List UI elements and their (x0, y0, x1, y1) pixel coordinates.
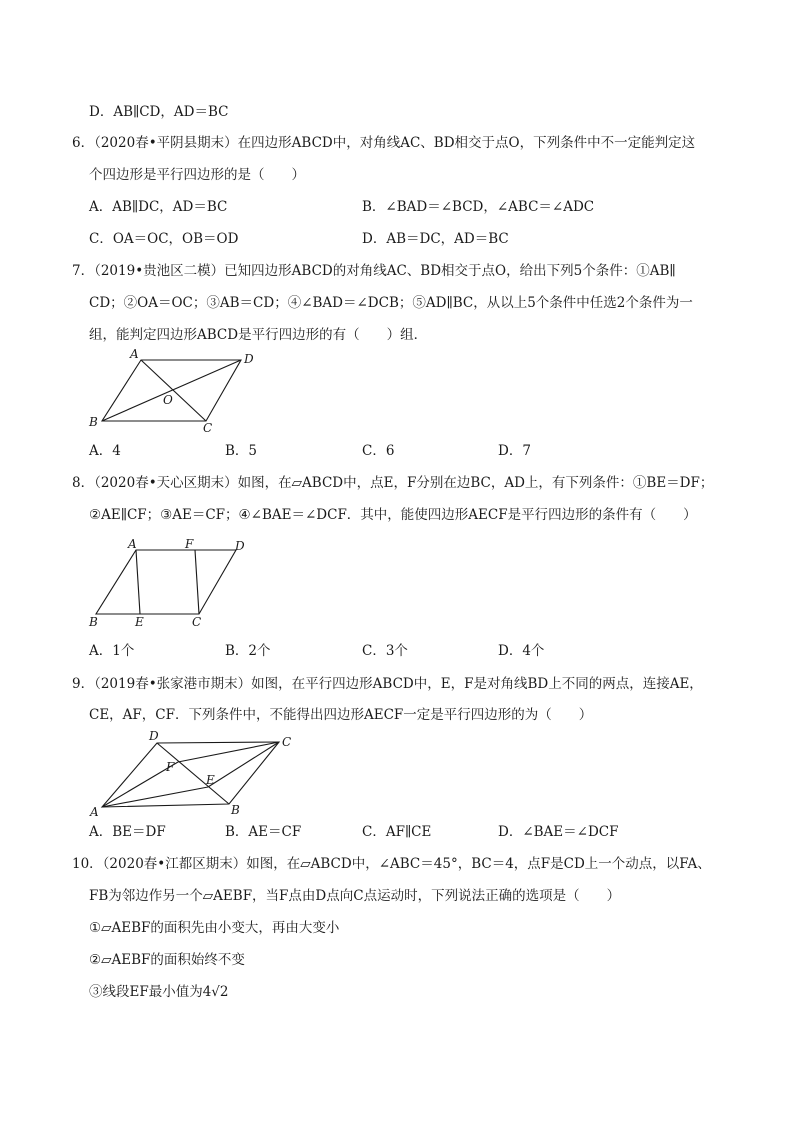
q6-stem-line1: 6．（2020春•平阴县期末）在四边形ABCD中，对角线AC、BD相交于点O，下列条件中不一定能判定这 (72, 135, 696, 151)
q8-label-d: D (235, 539, 245, 553)
q8-label-c: C (192, 615, 202, 629)
q9-label-f: F (166, 760, 175, 774)
q9-parallelogram-outline (102, 742, 279, 807)
q8-option-b: B．2个 (225, 643, 271, 659)
q5-option-d: D．AB∥CD，AD＝BC (89, 104, 229, 120)
q8-segment-ae (136, 550, 140, 614)
q10-statement-1: ①▱AEBF的面积先由小变大，再由大变小 (89, 920, 340, 936)
q7-option-c: C．6 (362, 443, 395, 459)
q7-label-a: A (130, 347, 139, 361)
q8-option-a: A．1个 (89, 643, 135, 659)
q8-parallelogram-outline (96, 550, 236, 614)
q7-label-o: O (163, 393, 173, 407)
q7-label-b: B (89, 415, 98, 429)
q7-diagonal-bd (102, 360, 241, 421)
q9-label-c: C (282, 735, 292, 749)
q7-label-d: D (244, 352, 254, 366)
q8-option-c: C．3个 (362, 643, 408, 659)
q8-label-b: B (89, 615, 98, 629)
q8-parallelogram-figure (84, 536, 264, 632)
q6-option-d: D．AB＝DC，AD＝BC (362, 231, 509, 247)
q9-option-d: D．∠BAE＝∠DCF (498, 824, 619, 840)
q9-option-a: A．BE＝DF (89, 824, 166, 840)
q10-stem-line1: 10．（2020春•江都区期末）如图，在▱ABCD中，∠ABC＝45°，BC＝4，点F是CD上一个动点，以FA、 (72, 856, 711, 872)
q7-stem-line2: CD；②OA＝OC；③AB＝CD；④∠BAD＝∠DCB；⑤AD∥BC，从以上5个条件中任选2个条件为一 (89, 295, 693, 311)
q9-parallelogram-figure (84, 726, 304, 822)
q9-option-c: C．AF∥CE (362, 824, 432, 840)
q9-label-b: B (231, 803, 240, 817)
q10-statement-2: ②▱AEBF的面积始终不变 (89, 952, 245, 968)
q9-stem-line1: 9．（2019春•张家港市期末）如图，在平行四边形ABCD中，E，F是对角线BD上不同的两点，连接AE， (72, 676, 703, 692)
q10-stem-line2: FB为邻边作另一个▱AEBF，当F点由D点向C点运动时，下列说法正确的选项是（ ） (89, 888, 621, 904)
q10-statement-3: ③线段EF最小值为4√2 (89, 984, 229, 1000)
q7-stem-line1: 7．（2019•贵池区二模）已知四边形ABCD的对角线AC、BD相交于点O，给出下列5个条件：①AB∥ (72, 263, 676, 279)
q7-option-a: A．4 (89, 443, 121, 459)
q8-stem-line2: ②AE∥CF；③AE＝CF；④∠BAE＝∠DCF．其中，能使四边形AECF是平行四边形的条件有（ ） (89, 507, 697, 523)
q8-label-a: A (128, 537, 137, 551)
q8-segment-fc (195, 550, 199, 614)
q7-diagonal-ac (141, 360, 206, 421)
q9-option-b: B．AE＝CF (225, 824, 302, 840)
q8-label-f: F (185, 537, 194, 551)
q9-stem-line2: CE，AF，CF．下列条件中，不能得出四边形AECF一定是平行四边形的为（ ） (89, 707, 593, 723)
q9-label-a: A (90, 805, 99, 819)
q8-stem-line1: 8．（2020春•天心区期末）如图，在▱ABCD中，点E，F分别在边BC，AD上，有下列条件：①BE＝DF； (72, 475, 714, 491)
q6-option-a: A．AB∥DC，AD＝BC (89, 199, 228, 215)
q6-option-b: B．∠BAD＝∠BCD，∠ABC＝∠ADC (362, 199, 595, 215)
q6-option-c: C．OA＝OC，OB＝OD (89, 231, 239, 247)
q7-option-d: D．7 (498, 443, 531, 459)
q9-label-d: D (149, 729, 159, 743)
q9-label-e: E (206, 773, 215, 787)
q8-option-d: D．4个 (498, 643, 545, 659)
q7-option-b: B．5 (225, 443, 258, 459)
q7-parallelogram-figure (84, 346, 264, 436)
q7-label-c: C (203, 421, 213, 435)
q7-stem-line3: 组，能判定四边形ABCD是平行四边形的有（ ）组． (89, 327, 428, 343)
q8-label-e: E (135, 615, 144, 629)
q6-stem-line2: 个四边形是平行四边形的是（ ） (89, 167, 305, 183)
